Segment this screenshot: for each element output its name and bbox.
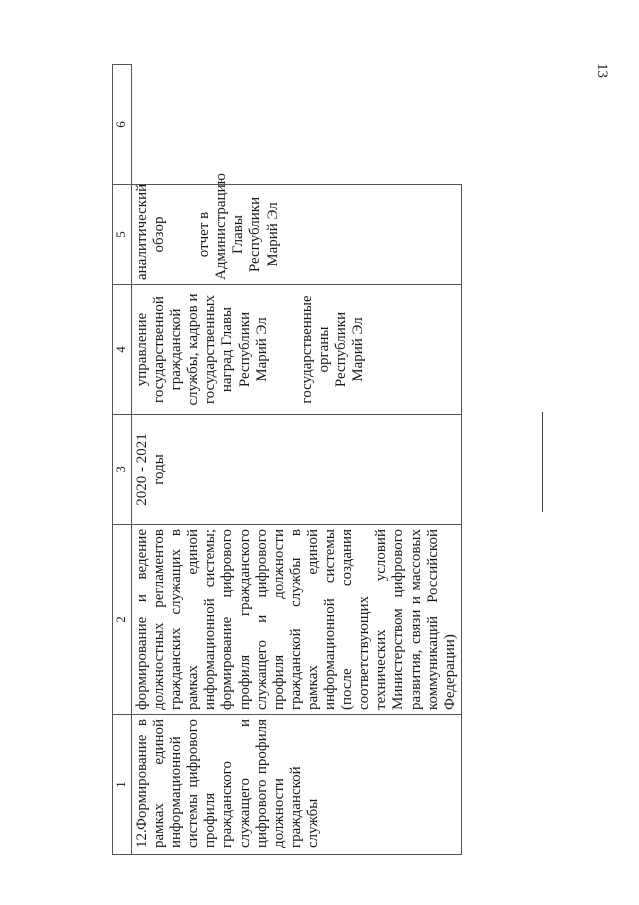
result-primary: аналитический обзор: [134, 183, 168, 280]
activity-description: формирование и ведение должностных регламентов гражданских служащих в рамках единой информационной системы; формирование цифрового профиля гражданского служащего и цифрового профиля должности гражданской службы в рамках единой информационной системы (после создания соответствующих технических условий Министерством цифрового развития, связи и массовых коммуникаций Российской Федерации): [132, 525, 462, 715]
responsible-cell: [132, 285, 462, 415]
spacer: [168, 189, 196, 280]
responsible-primary: управление государственной гражданской службы, кадров и государственных наград Главы Республики Марий Эл: [134, 293, 270, 406]
rotated-table-wrapper: [112, 65, 612, 855]
plan-table: [112, 64, 462, 855]
row-number: 12.: [134, 829, 150, 848]
column-header-6: 6: [113, 65, 132, 185]
table-header-row: [113, 65, 132, 855]
result-secondary: отчет в Администрацию Главы Республики Марий Эл: [196, 173, 281, 280]
measure-cell: [132, 715, 462, 855]
result-cell: [132, 173, 462, 285]
column-header-2: 2: [113, 525, 132, 715]
column-header-3: 3: [113, 415, 132, 525]
measure-text: Формирование в рамках единой информационной системы цифрового профиля гражданского служащего и цифрового профиля должности гражданской службы: [134, 719, 321, 848]
column-header-5: 5: [113, 185, 132, 285]
deadline: 2020 - 2021 годы: [132, 415, 462, 525]
column-header-1: 1: [113, 715, 132, 855]
column-header-4: 4: [113, 285, 132, 415]
separator-line: [542, 412, 543, 512]
spacer: [271, 289, 299, 410]
responsible-secondary: государственные органы Республики Марий Эл: [298, 295, 367, 404]
page-number: 13: [594, 63, 610, 78]
table-row: [132, 65, 462, 855]
